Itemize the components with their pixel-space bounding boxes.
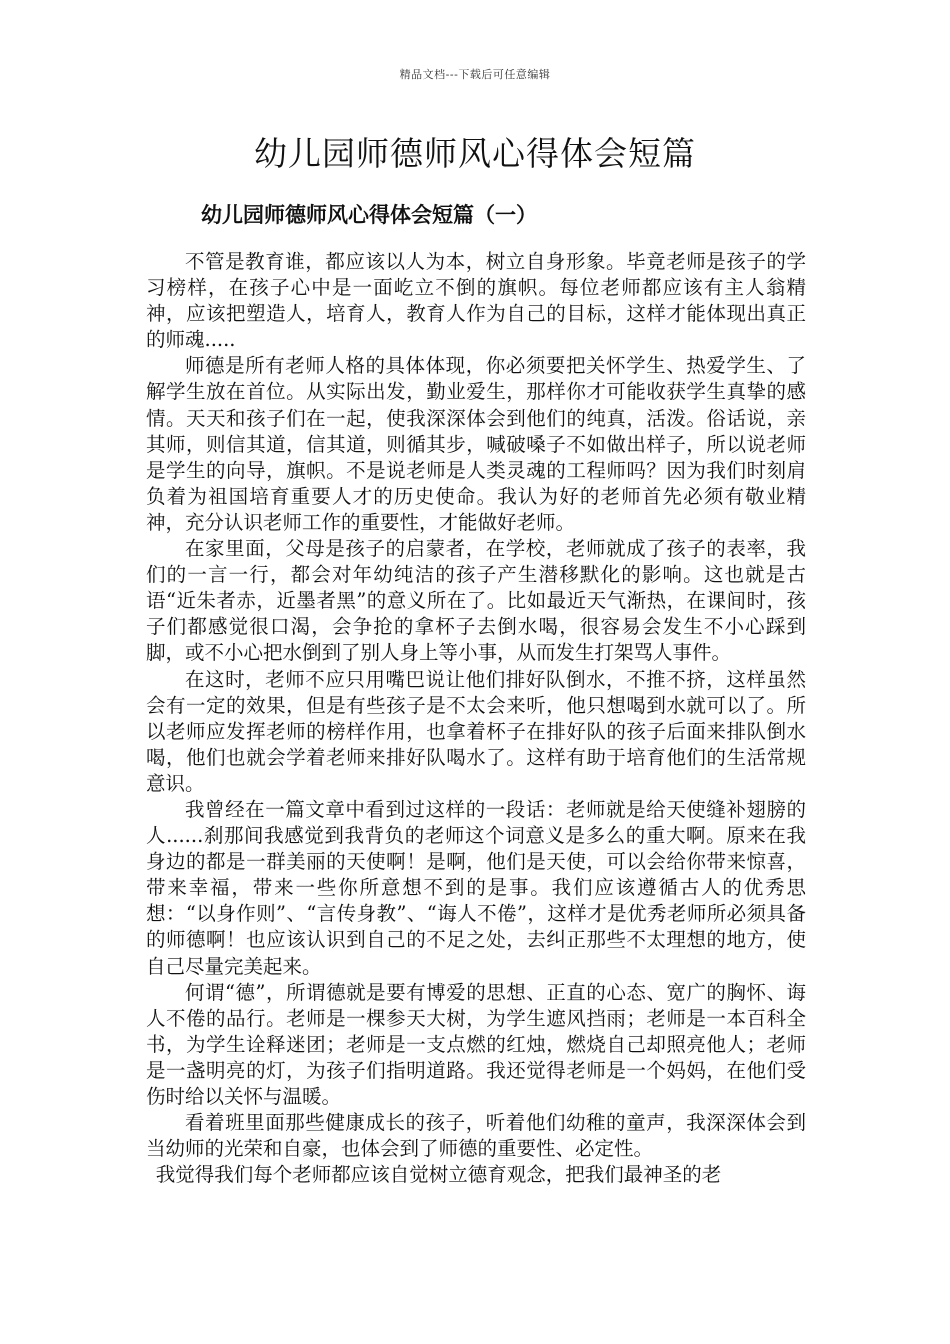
paragraph-5: 我曾经在一篇文章中看到过这样的一段话：老师就是给天使缝补翅膀的人......刹那间我感觉到我背负的老师这个词意义是多么的重大啊。原来在我身边的都是一群美丽的天使啊！是啊，他们是天使，可以会给你带来惊喜，带来幸福，带来一些你所意想不到的是事。我们应该遵循古人的优秀思想：“以身作则”、“言传身教”、“诲人不倦”，这样才是优秀老师所必须具备的师德啊！也应该认识到自己的不足之处，去纠正那些不太理想的地方，使自己尽量完美起来。 <box>146 797 806 978</box>
document-body <box>146 249 806 1188</box>
paragraph-7: 看着班里面那些健康成长的孩子，听着他们幼稚的童声，我深深体会到当幼师的光荣和自豪，也体会到了师德的重要性、必定性。 <box>146 1111 806 1161</box>
paragraph-1: 不管是教育谁，都应该以人为本，树立自身形象。毕竟老师是孩子的学习榜样，在孩子心中是一面屹立不倒的旗帜。每位老师都应该有主人翁精神，应该把塑造人，培育人，教育人作为自己的目标，这样才能体现出真正的师魂..... <box>146 250 806 352</box>
document-subtitle: 幼儿园师德师风心得体会短篇（一） <box>201 202 537 227</box>
document-title: 幼儿园师德师风心得体会短篇 <box>254 134 696 173</box>
paragraph-2: 师德是所有老师人格的具体体现，你必须要把关怀学生、热爱学生、了解学生放在首位。从实际出发，勤业爱生，那样你才可能收获学生真挚的感情。天天和孩子们在一起，使我深深体会到他们的纯真，活泼。俗话说，亲其师，则信其道，信其道，则循其步，喊破嗓子不如做出样子，所以说老师是学生的向导，旗帜。不是说老师是人类灵魂的工程师吗？因为我们时刻肩负着为祖国培育重要人才的历史使命。我认为好的老师首先必须有敬业精神，充分认识老师工作的重要性，才能做好老师。 <box>146 354 806 534</box>
paragraph-3: 在家里面，父母是孩子的启蒙者，在学校，老师就成了孩子的表率，我们的一言一行，都会对年幼纯洁的孩子产生潜移默化的影响。这也就是古语“近朱者赤，近墨者黑”的意义所在了。比如最近天气渐热，在课间时，孩子们都感觉很口渴，会争抢的拿杯子去倒水喝，很容易会发生不小心踩到脚，或不小心把水倒到了别人身上等小事，从而发生打架骂人事件。 <box>146 537 806 665</box>
header-note: 精品文档---下载后可任意编辑 <box>399 68 551 81</box>
paragraph-6: 何谓“德”，所谓德就是要有博爱的思想、正直的心态、宽广的胸怀、诲人不倦的品行。老师是一棵参天大树，为学生遮风挡雨；老师是一本百科全书，为学生诠释迷团；老师是一支点燃的红烛，燃烧自己却照亮他人；老师是一盏明亮的灯，为孩子们指明道路。我还觉得老师是一个妈妈，在他们受伤时给以关怀与温暖。 <box>146 980 806 1108</box>
paragraph-8: 我觉得我们每个老师都应该自觉树立德育观念，把我们最神圣的老 <box>155 1163 722 1187</box>
paragraph-4: 在这时，老师不应只用嘴巴说让他们排好队倒水，不推不挤，这样虽然会有一定的效果，但是有些孩子是不太会来听，他只想喝到水就可以了。所以老师应发挥老师的榜样作用，也拿着杯子在排好队的孩子后面来排队倒水喝，他们也就会学着老师来排好队喝水了。这样有助于培育他们的生活常规意识。 <box>146 667 806 795</box>
